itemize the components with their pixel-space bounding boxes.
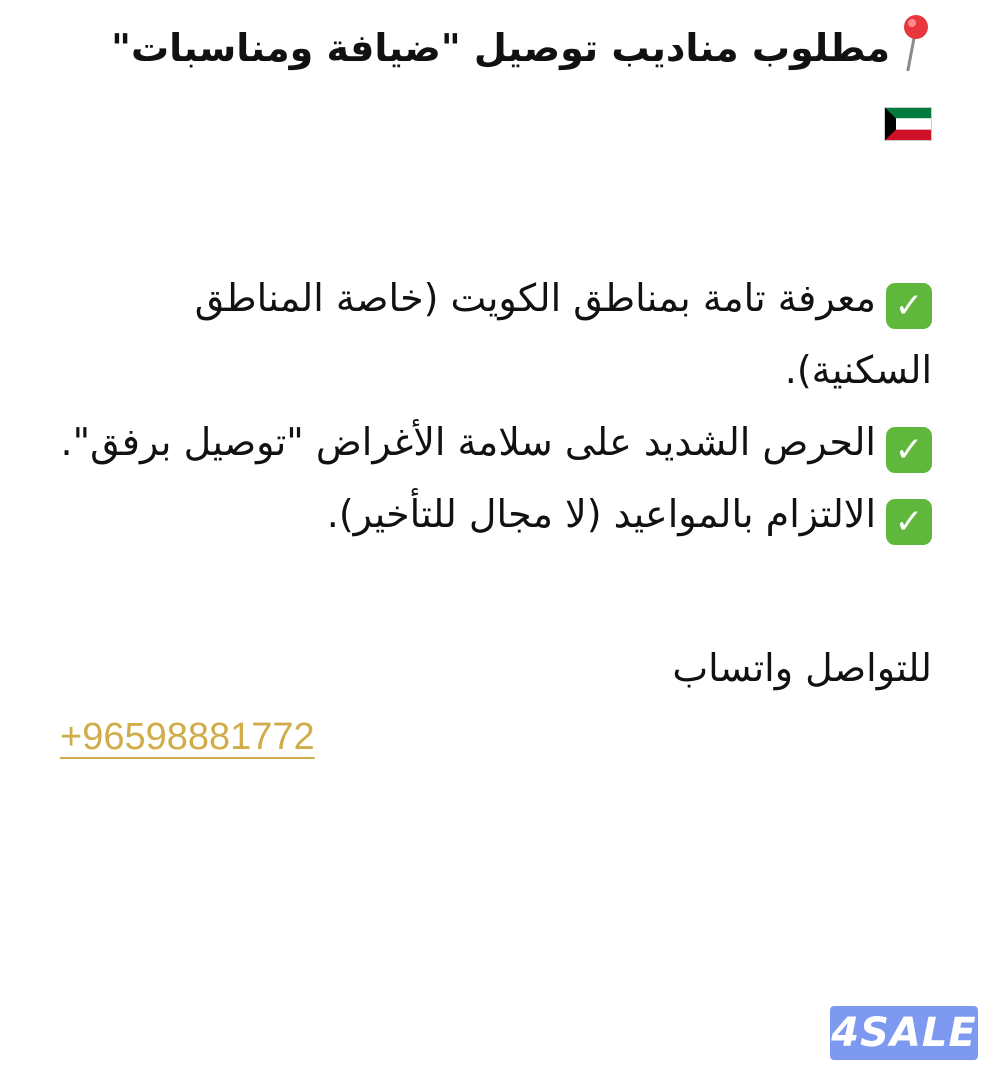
check-mark-button-icon: ✓ (886, 283, 932, 329)
check-mark-button-icon: ✓ (886, 427, 932, 473)
post-headline (60, 10, 932, 86)
flag-line (60, 86, 932, 162)
requirement-text: الحرص الشديد على سلامة الأغراض "توصيل برفق". (60, 420, 876, 464)
post-body (60, 10, 932, 759)
contact-label: للتواصل واتساب (672, 646, 932, 690)
requirement-item (60, 262, 932, 406)
kuwait-flag-icon (884, 107, 932, 141)
check-mark-button-icon: ✓ (886, 499, 932, 545)
phone-row (60, 716, 932, 759)
requirement-text: معرفة تامة بمناطق الكويت (خاصة المناطق السكنية). (194, 276, 932, 392)
requirement-item (60, 478, 932, 550)
requirement-item (60, 406, 932, 478)
headline-text: مطلوب مناديب توصيل "ضيافة ومناسبات" (111, 26, 890, 70)
requirement-text: الالتزام بالمواعيد (لا مجال للتأخير). (326, 492, 876, 536)
round-pushpin-icon (898, 13, 932, 71)
phone-link[interactable]: +96598881772 (60, 716, 315, 758)
4sale-watermark-logo: 4SALE (830, 1006, 978, 1060)
